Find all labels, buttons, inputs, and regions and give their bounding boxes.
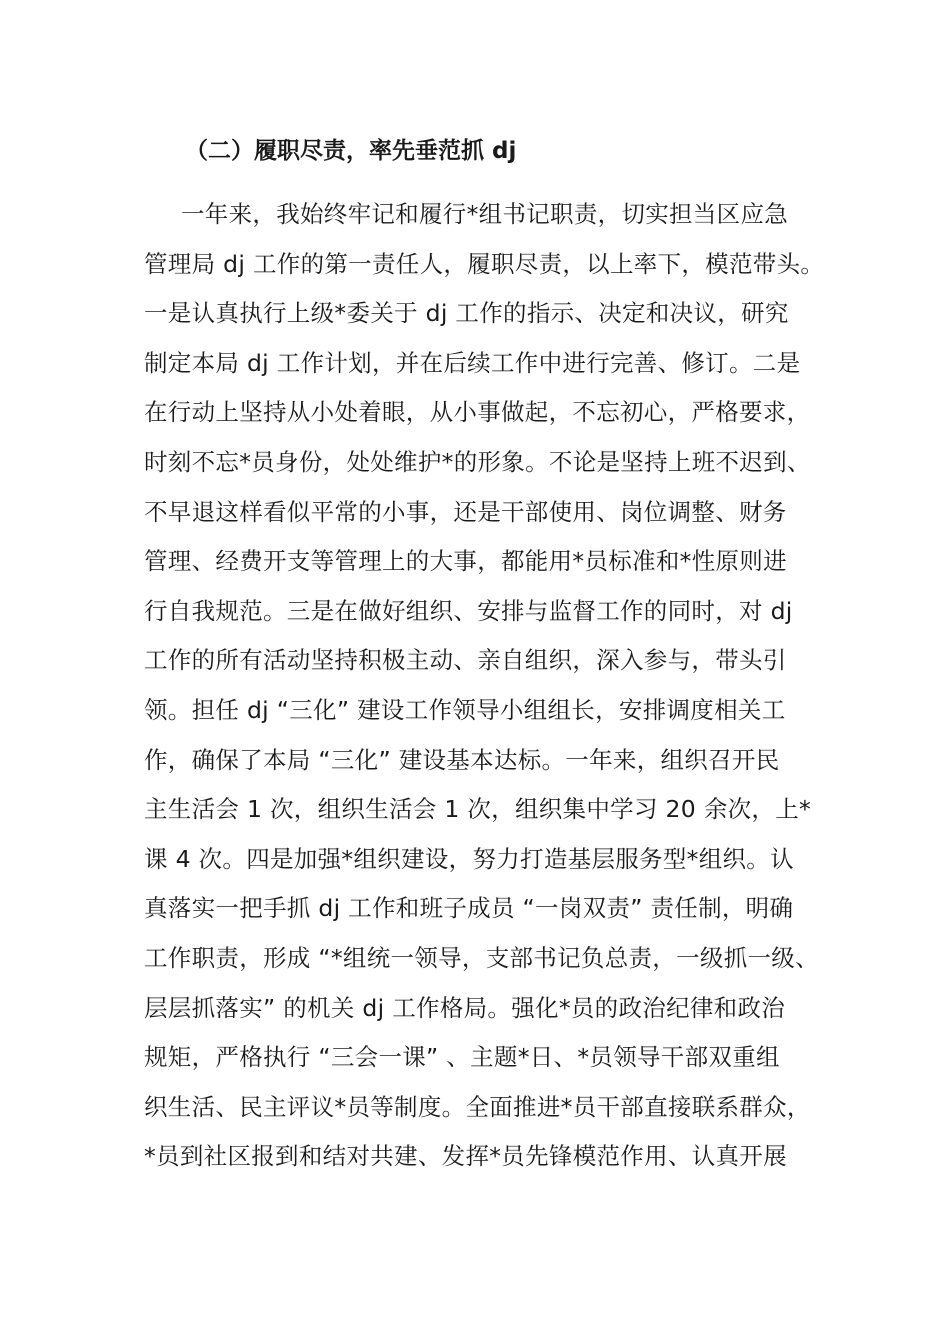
paragraph-line: 管理局 dj 工作的第一责任人，履职尽责，以上率下，模范带头。 (144, 249, 825, 278)
paragraph-line: 织生活、民主评议*员等制度。全面推进*员干部直接联系群众， (144, 1092, 811, 1121)
paragraph-line: 规矩，严格执行 “三会一课” 、主题*日、*员领导干部双重组 (144, 1043, 780, 1072)
paragraph-line: *员到社区报到和结对共建、发挥*员先锋模范作用、认真开展 (144, 1142, 787, 1171)
paragraph-line: 管理、经费开支等管理上的大事，都能用*员标准和*性原则进 (144, 547, 787, 576)
paragraph-line: 一年来，我始终牢记和履行*组书记职责，切实担当区应急 (181, 200, 789, 228)
paragraph-line: 在行动上坚持从小处着眼，从小事做起，不忘初心，严格要求， (144, 398, 811, 427)
paragraph-line: 层层抓落实” 的机关 dj 工作格局。强化*员的政治纪律和政治 (144, 993, 786, 1022)
paragraph-line: 制定本局 dj 工作计划，并在后续工作中进行完善、修订。二是 (144, 348, 801, 377)
paragraph-line: 时刻不忘*员身份，处处维护*的形象。不论是坚持上班不迟到、 (144, 447, 811, 476)
paragraph-line: 工作职责，形成 “*组统一领导，支部书记负总责，一级抓一级、 (144, 943, 819, 972)
paragraph-line: 真落实一把手抓 dj 工作和班子成员 “一岗双责” 责任制，明确 (144, 894, 794, 923)
paragraph-line: 主生活会 1 次，组织生活会 1 次，组织集中学习 20 余次，上* (144, 795, 812, 824)
paragraph-line: 作，确保了本局 “三化” 建设基本达标。一年来，组织召开民 (144, 745, 780, 774)
section-heading: （二）履职尽责，率先垂范抓 dj (185, 138, 517, 164)
paragraph-line: 领。担任 dj “三化” 建设工作领导小组组长，安排调度相关工 (144, 695, 786, 724)
paragraph-line: 课 4 次。四是加强*组织建设，努力打造基层服务型*组织。认 (144, 844, 794, 873)
paragraph-line: 不早退这样看似平常的小事，还是干部使用、岗位调整、财务 (144, 497, 787, 526)
paragraph-line: 工作的所有活动坚持积极主动、亲自组织，深入参与，带头引 (144, 646, 787, 675)
paragraph-line: 行自我规范。三是在做好组织、安排与监督工作的同时，对 dj (144, 596, 793, 625)
paragraph-line: 一是认真执行上级*委关于 dj 工作的指示、决定和决议，研究 (144, 299, 789, 328)
body-paragraph (144, 194, 824, 1186)
